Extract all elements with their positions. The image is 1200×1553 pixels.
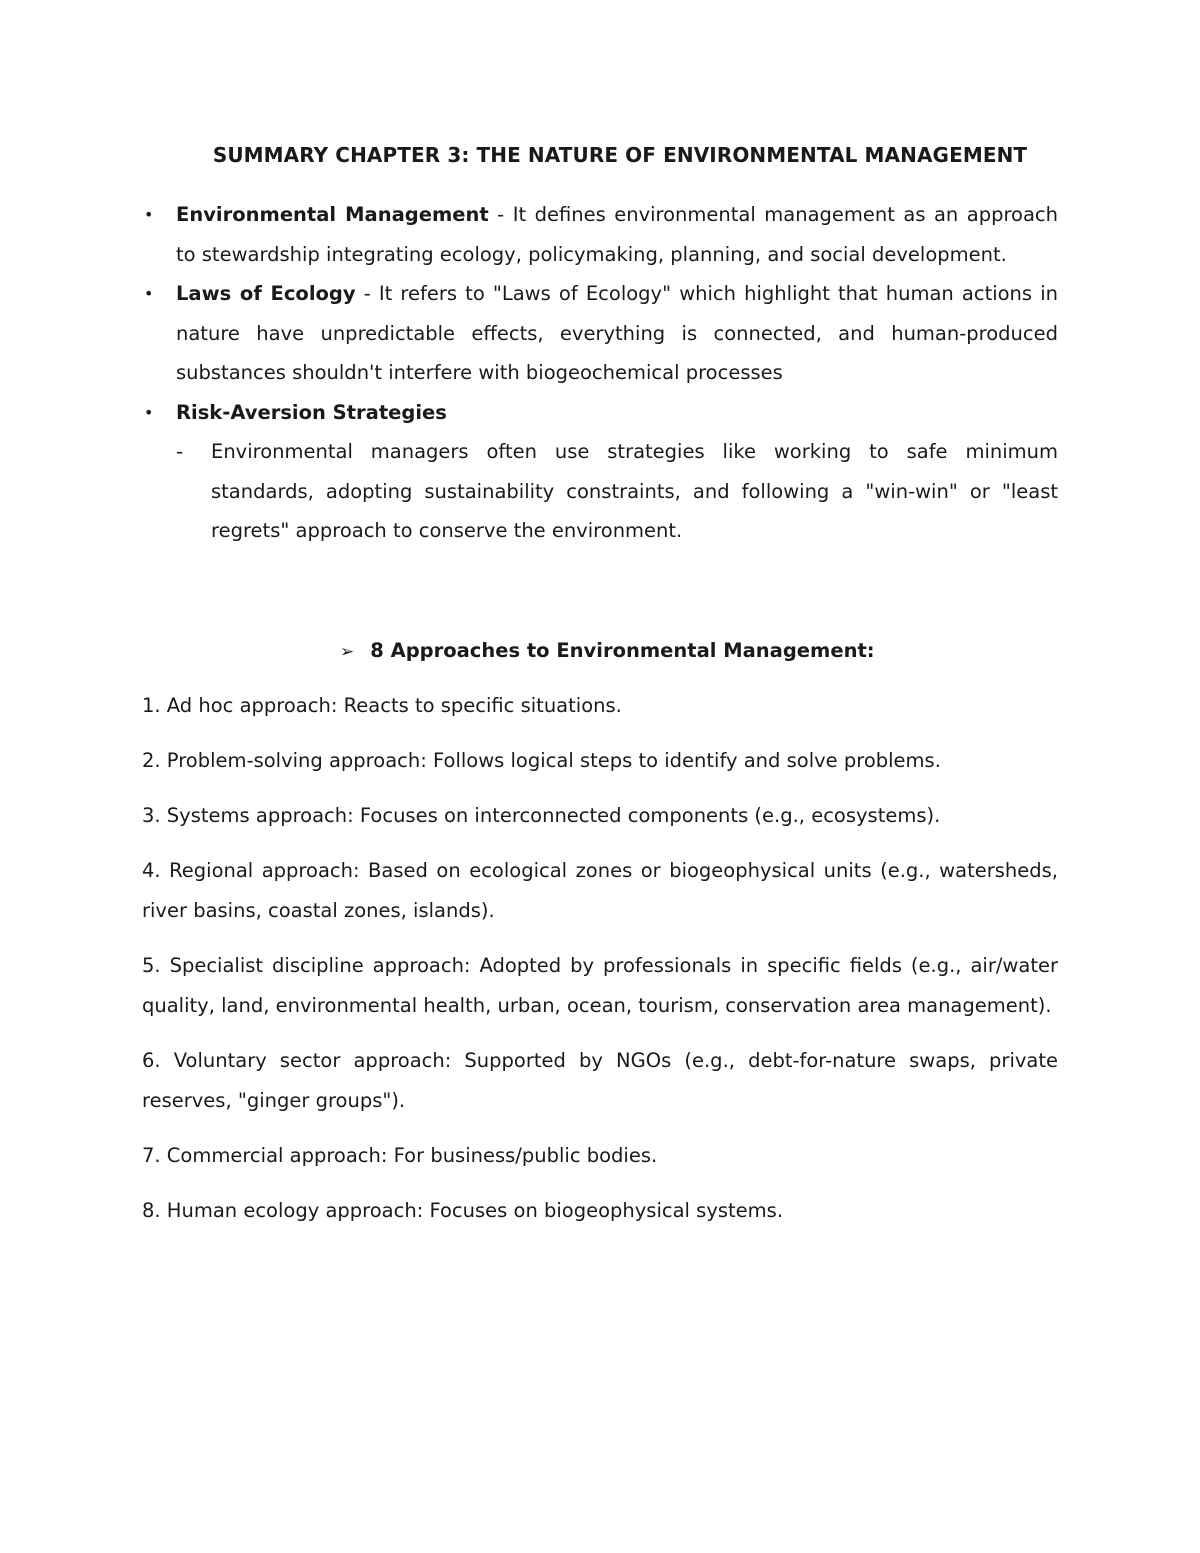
bullet-dot-icon: •: [144, 402, 154, 422]
page-title: SUMMARY CHAPTER 3: THE NATURE OF ENVIRONMENTAL MANAGEMENT: [212, 143, 1028, 167]
approach-item: 4. Regional approach: Based on ecological zones or biogeophysical units (e.g., watersheds, river basins, coastal zones, islands).: [142, 859, 1058, 922]
approach-item: 3. Systems approach: Focuses on interconnected components (e.g., ecosystems).: [142, 804, 941, 827]
bullet-dot-icon: •: [144, 284, 154, 303]
sub-bullet-item: [176, 432, 1058, 551]
dash-marker: -: [176, 440, 184, 463]
bullet-text: - It defines environmental management as an approach to stewardship integrating ecology, policymaking, planning, and social development.: [176, 203, 1058, 266]
approach-item: 8. Human ecology approach: Focuses on biogeophysical systems.: [142, 1199, 784, 1222]
approach-item: 7. Commercial approach: For business/public bodies.: [142, 1144, 658, 1167]
sub-bullet-text: Environmental managers often use strategies like working to safe minimum standards, adopting sustainability constraints, and following a "win-win" or "least regrets" approach to conserve the environment.: [211, 440, 1058, 542]
bullet-text: - It refers to "Laws of Ecology" which highlight that human actions in nature have unpredictable effects, everything is connected, and human-produced substances shouldn't interfere with biogeochemical processes: [176, 282, 1058, 384]
bullet-item-risk-aversion: [142, 393, 1058, 551]
bullet-term: Environmental Management: [176, 203, 489, 226]
bullet-term: Risk-Aversion Strategies: [176, 400, 447, 424]
approach-item: 2. Problem-solving approach: Follows logical steps to identify and solve problems.: [142, 749, 941, 772]
approach-item: 5. Specialist discipline approach: Adopted by professionals in specific fields (e.g., air/water quality, land, environmental health, urban, ocean, tourism, conservation area management).: [142, 954, 1058, 1017]
bullet-list: [142, 195, 1058, 551]
bullet-item-laws-of-ecology: [142, 274, 1058, 393]
approach-item: 6. Voluntary sector approach: Supported by NGOs (e.g., debt-for-nature swaps, private reserves, "ginger groups").: [142, 1049, 1058, 1112]
bullet-term: Laws of Ecology: [176, 282, 356, 305]
approaches-heading-label: 8 Approaches to Environmental Management:: [370, 639, 875, 662]
arrowhead-bullet-icon: ➢: [340, 642, 355, 662]
approach-item: 1. Ad hoc approach: Reacts to specific situations.: [142, 694, 622, 717]
bullet-dot-icon: •: [144, 205, 154, 224]
approaches-list: [142, 686, 1058, 1246]
bullet-item-environmental-management: [142, 195, 1058, 274]
approaches-heading: [340, 634, 875, 669]
